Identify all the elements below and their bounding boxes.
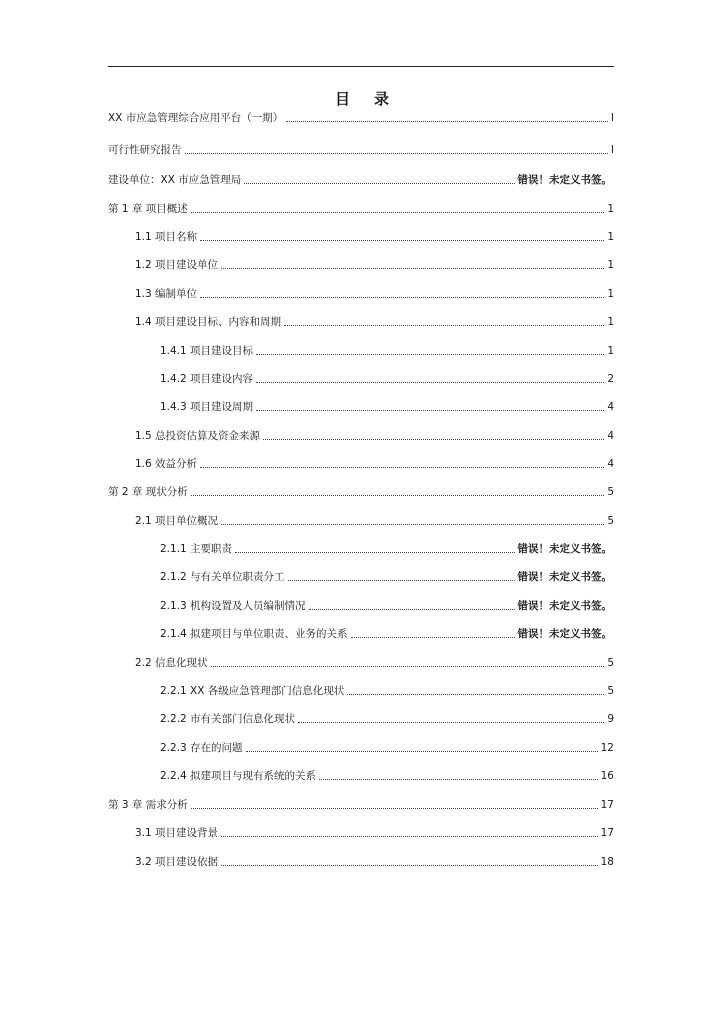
toc-entry[interactable] xyxy=(160,710,614,726)
toc-entry-page: 1 xyxy=(607,231,614,243)
toc-leader xyxy=(191,212,605,213)
toc-entry[interactable] xyxy=(135,427,614,443)
toc-entry-error: 错误！未定义书签。 xyxy=(517,600,612,612)
toc-leader xyxy=(309,609,515,610)
toc-entry-page: 5 xyxy=(607,486,614,498)
toc-leader xyxy=(263,439,604,440)
toc-leader xyxy=(256,354,604,355)
toc-entry-label: 1.1 项目名称 xyxy=(135,231,198,243)
toc-entry[interactable] xyxy=(108,796,614,812)
toc-leader xyxy=(185,153,608,154)
toc-entry[interactable] xyxy=(135,228,614,244)
toc-entry-page: 1 xyxy=(607,203,614,215)
toc-entry-page: 17 xyxy=(600,799,614,811)
toc-entry[interactable] xyxy=(108,200,614,216)
toc-entry[interactable] xyxy=(160,370,614,386)
toc-entry-page: 17 xyxy=(600,827,614,839)
toc-entry-label: 建设单位：XX 市应急管理局 xyxy=(108,174,242,186)
toc-entry-page: 5 xyxy=(607,685,614,697)
toc-entry[interactable] xyxy=(108,171,612,187)
toc-entry-page: 4 xyxy=(607,458,614,470)
toc-entry-page: I xyxy=(610,112,614,124)
toc-leader xyxy=(211,666,605,667)
toc-entry-page: 5 xyxy=(607,657,614,669)
toc-entry-label: 2.2.2 市有关部门信息化现状 xyxy=(160,713,296,725)
toc-entry-page: 12 xyxy=(600,742,614,754)
toc-leader xyxy=(256,410,604,411)
toc-entry[interactable] xyxy=(160,739,614,755)
toc-entry-page: 18 xyxy=(600,856,614,868)
toc-entry-label: 2.2 信息化现状 xyxy=(135,657,208,669)
toc-entry-error: 错误！未定义书签。 xyxy=(517,543,612,555)
toc-entry-page: 4 xyxy=(607,401,614,413)
toc-entry-label: 1.4.2 项目建设内容 xyxy=(160,373,254,385)
toc-leader xyxy=(221,524,604,525)
toc-leader xyxy=(221,865,598,866)
toc-entry[interactable] xyxy=(160,767,614,783)
toc-entry-label: 2.1 项目单位概况 xyxy=(135,515,219,527)
toc-entry-label: 2.1.2 与有关单位职责分工 xyxy=(160,571,285,583)
toc-entry-label: 可行性研究报告 xyxy=(108,144,182,156)
toc-entry-label: 2.2.1 XX 各级应急管理部门信息化现状 xyxy=(160,685,345,697)
toc-leader xyxy=(191,495,605,496)
toc-leader xyxy=(221,836,598,837)
toc-entry[interactable] xyxy=(160,597,612,613)
toc-entry[interactable] xyxy=(135,256,614,272)
toc-entry-label: 3.1 项目建设背景 xyxy=(135,827,219,839)
toc-leader xyxy=(288,580,515,581)
toc-title xyxy=(0,88,724,109)
toc-entry-label: XX 市应急管理综合应用平台（一期） xyxy=(108,112,284,124)
toc-entry-label: 第 2 章 现状分析 xyxy=(108,486,188,498)
toc-leader xyxy=(235,552,514,553)
toc-leader xyxy=(286,121,608,122)
toc-entry-page: 4 xyxy=(607,430,614,442)
toc-entry-label: 1.3 编制单位 xyxy=(135,288,198,300)
toc-entry[interactable] xyxy=(135,654,614,670)
toc-entry-label: 3.2 项目建设依据 xyxy=(135,856,219,868)
toc-entry[interactable] xyxy=(135,313,614,329)
toc-entry-label: 2.1.3 机构设置及人员编制情况 xyxy=(160,600,306,612)
toc-entry-page: 1 xyxy=(607,288,614,300)
toc-leader xyxy=(200,240,604,241)
toc-entry-label: 1.4.3 项目建设周期 xyxy=(160,401,254,413)
toc-entry[interactable] xyxy=(160,568,612,584)
toc-entry-page: 2 xyxy=(607,373,614,385)
toc-entry[interactable] xyxy=(135,824,614,840)
toc-entry-page: 1 xyxy=(607,259,614,271)
toc-leader xyxy=(244,183,514,184)
toc-entry-page: I xyxy=(610,144,614,156)
toc-leader xyxy=(246,751,598,752)
toc-entry[interactable] xyxy=(135,512,614,528)
toc-entry-label: 第 1 章 项目概述 xyxy=(108,203,188,215)
toc-entry-page: 16 xyxy=(600,770,614,782)
toc-entry-page: 1 xyxy=(607,345,614,357)
toc-entry-label: 2.1.4 拟建项目与单位职责、业务的关系 xyxy=(160,628,348,640)
toc-entry[interactable] xyxy=(160,625,612,641)
toc-leader xyxy=(200,467,604,468)
toc-entry-label: 1.4.1 项目建设目标 xyxy=(160,345,254,357)
toc-leader xyxy=(347,694,604,695)
toc-title-left: 目 xyxy=(334,90,350,108)
toc-leader xyxy=(221,268,604,269)
toc-entry[interactable] xyxy=(108,483,614,499)
toc-entry-label: 2.2.3 存在的问题 xyxy=(160,742,243,754)
toc-entry-page: 5 xyxy=(607,515,614,527)
toc-leader xyxy=(284,325,604,326)
toc-entry[interactable] xyxy=(160,342,614,358)
header-rule xyxy=(108,66,614,67)
toc-entry-page: 1 xyxy=(607,316,614,328)
toc-entry-label: 1.2 项目建设单位 xyxy=(135,259,219,271)
toc-leader xyxy=(200,297,604,298)
toc-entry[interactable] xyxy=(160,398,614,414)
toc-entry-label: 1.6 效益分析 xyxy=(135,458,198,470)
toc-entry[interactable] xyxy=(108,109,614,125)
toc-leader xyxy=(351,637,515,638)
toc-leader xyxy=(256,382,604,383)
toc-entry-page: 9 xyxy=(607,713,614,725)
toc-entry[interactable] xyxy=(135,853,614,869)
toc-entry[interactable] xyxy=(135,455,614,471)
toc-entry[interactable] xyxy=(160,682,614,698)
toc-entry-error: 错误！未定义书签。 xyxy=(517,571,612,583)
toc-entry[interactable] xyxy=(135,285,614,301)
toc-title-right: 录 xyxy=(374,90,390,108)
toc-entry-error: 错误！未定义书签。 xyxy=(517,174,612,186)
toc-leader xyxy=(298,722,604,723)
toc-entry[interactable] xyxy=(108,141,614,157)
toc-entry-label: 1.4 项目建设目标、内容和周期 xyxy=(135,316,282,328)
toc-entry[interactable] xyxy=(160,540,612,556)
toc-entry-label: 2.1.1 主要职责 xyxy=(160,543,233,555)
toc-leader xyxy=(319,779,598,780)
toc-entry-label: 1.5 总投资估算及资金来源 xyxy=(135,430,261,442)
toc-entry-label: 2.2.4 拟建项目与现有系统的关系 xyxy=(160,770,317,782)
toc-entry-error: 错误！未定义书签。 xyxy=(517,628,612,640)
toc-leader xyxy=(191,808,598,809)
toc-entry-label: 第 3 章 需求分析 xyxy=(108,799,188,811)
